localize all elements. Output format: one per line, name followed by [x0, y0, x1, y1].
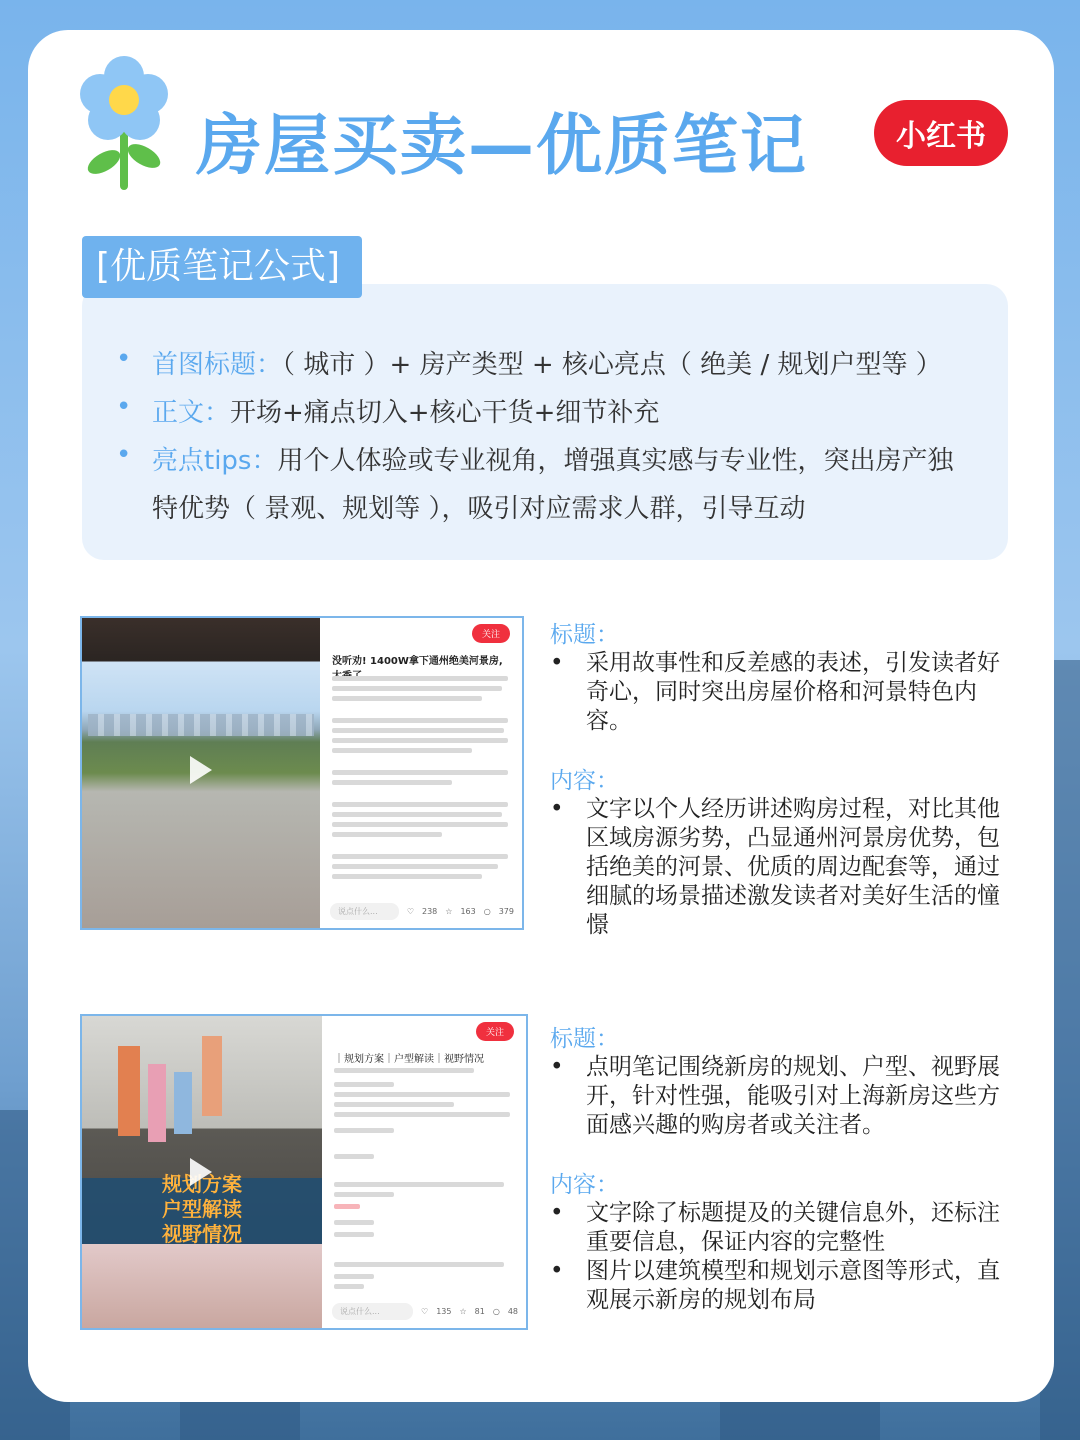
analysis-point: • 文字以个人经历讲述购房过程，对比其他区域房源劣势，凸显通州河景房优势，包括绝美的河景、优质的周边配套等，通过细腻的场景描述激发读者对美好生活的憧憬 [550, 796, 1000, 938]
text-line [334, 1154, 374, 1159]
formula-text: 特优势（ 景观、规划等 ），吸引对应需求人群，引导互动 [152, 494, 806, 524]
text-line [334, 1102, 454, 1107]
text-line [332, 676, 508, 681]
formula-text: （ 城市 ）+ 房产类型 + 核心亮点（ 绝美 / 规划户型等 ） [282, 350, 942, 380]
text-line [332, 864, 498, 869]
text-line [332, 748, 472, 753]
example1-note-screenshot [80, 616, 524, 930]
text-line [332, 854, 508, 859]
text-line [334, 1284, 364, 1289]
bullet-icon: • [550, 1200, 564, 1226]
comment-count: 379 [498, 907, 514, 916]
example2-note-screenshot [80, 1014, 528, 1330]
example1-cover-image [82, 618, 320, 928]
overlay-label: 规划方案 [162, 1172, 242, 1196]
example1-note-title: 没听劝! 1400W拿下通州绝美河景房, [332, 656, 503, 667]
example2-note-title: ｜规划方案｜户型解读｜视野情况 [334, 1054, 484, 1065]
play-icon[interactable] [190, 1158, 212, 1186]
text-line [334, 1082, 394, 1087]
formula-section-tag: [优质笔记公式] [82, 236, 362, 298]
text-line [332, 770, 508, 775]
follow-button[interactable]: 关注 [476, 1022, 514, 1041]
bullet-icon: • [550, 1258, 564, 1284]
text-line [332, 822, 508, 827]
xiaohongshu-logo: 小红书 [874, 100, 1008, 166]
text-line [334, 1128, 394, 1133]
bullet-icon: • [116, 440, 132, 470]
bullet-icon: • [116, 392, 132, 422]
overlay-label: 视野情况 [162, 1222, 242, 1246]
text-line [332, 874, 482, 879]
analysis-point: • 点明笔记围绕新房的规划、户型、视野展开，针对性强，能吸引对上海新房这些方面感兴趣的购房者或关注者。 [550, 1054, 1000, 1138]
analysis-title-label: 标题： [550, 622, 619, 648]
text-line [334, 1192, 394, 1197]
bullet-icon: • [116, 344, 132, 374]
follow-button[interactable]: 关注 [472, 624, 510, 643]
text-line [332, 832, 442, 837]
text-line [332, 780, 452, 785]
star-icon[interactable]: ☆ [445, 907, 453, 916]
formula-key: 亮点tips： [152, 446, 278, 476]
text-line [332, 718, 508, 723]
example2-note-actions [332, 1303, 518, 1320]
example2-analysis [550, 1020, 1020, 1315]
analysis-point: • 图片以建筑模型和规划示意图等形式，直观展示新房的规划布局 [550, 1258, 1000, 1313]
comment-input[interactable]: 说点什么... [332, 1303, 413, 1320]
like-count: 135 [436, 1307, 452, 1316]
example2-cover-image [82, 1016, 322, 1328]
formula-text: 开场+痛点切入+核心干货+细节补充 [230, 398, 660, 428]
example2-note-text [322, 1016, 526, 1328]
bullet-icon: • [550, 796, 564, 822]
formula-key: 正文： [152, 398, 231, 428]
text-line [332, 728, 504, 733]
text-line [332, 696, 482, 701]
text-line [334, 1220, 374, 1225]
bullet-icon: • [550, 1054, 564, 1080]
formula-text: 用个人体验或专业视角，增强真实感与专业性，突出房产独 [277, 446, 954, 476]
analysis-content-label: 内容： [550, 1172, 619, 1198]
bullet-icon: • [550, 650, 564, 676]
text-line [334, 1232, 374, 1237]
text-line [332, 686, 502, 691]
content-card [28, 30, 1054, 1402]
page-title: 房屋买卖—优质笔记 [196, 107, 808, 184]
analysis-point: • 采用故事性和反差感的表述，引发读者好奇心，同时突出房屋价格和河景特色内容。 [550, 650, 1000, 734]
analysis-content-label: 内容： [550, 768, 619, 794]
comment-icon[interactable]: ○ [492, 1307, 500, 1316]
text-line [334, 1274, 374, 1279]
example1-note-actions [330, 903, 514, 920]
text-line [334, 1182, 504, 1187]
text-line [334, 1068, 474, 1073]
text-line [332, 802, 508, 807]
like-icon[interactable]: ♡ [421, 1307, 429, 1316]
text-line [334, 1262, 504, 1267]
text-line [334, 1092, 510, 1097]
star-count: 163 [460, 907, 476, 916]
like-count: 238 [422, 907, 438, 916]
analysis-point: • 文字除了标题提及的关键信息外，还标注重要信息，保证内容的完整性 [550, 1200, 1000, 1255]
example1-note-text [320, 618, 522, 928]
overlay-label: 户型解读 [162, 1197, 242, 1221]
comment-count: 48 [507, 1307, 518, 1316]
star-count: 81 [474, 1307, 485, 1316]
text-line [332, 812, 502, 817]
flower-icon [74, 54, 174, 194]
text-line [334, 1204, 360, 1209]
comment-icon[interactable]: ○ [483, 907, 491, 916]
formula-box [82, 284, 1008, 560]
star-icon[interactable]: ☆ [459, 1307, 467, 1316]
like-icon[interactable]: ♡ [406, 907, 414, 916]
play-icon[interactable] [190, 756, 212, 784]
example1-analysis [550, 616, 1020, 940]
formula-key: 首图标题： [152, 350, 283, 380]
text-line [334, 1112, 510, 1117]
text-line [332, 738, 508, 743]
comment-input[interactable]: 说点什么... [330, 903, 399, 920]
analysis-title-label: 标题： [550, 1026, 619, 1052]
